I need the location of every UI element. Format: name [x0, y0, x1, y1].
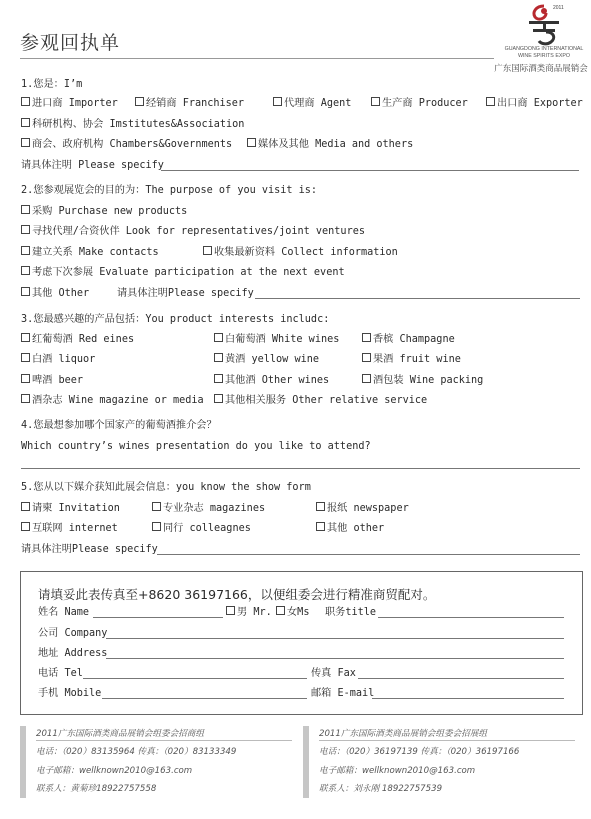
mobile-label: 手机 Mobile	[38, 688, 102, 699]
checkbox[interactable]	[21, 502, 30, 511]
checkbox[interactable]	[21, 333, 30, 342]
q4-subtitle: Which country’s wines presentation do you like to attend?	[21, 441, 371, 452]
q2-option-contacts[interactable]: 建立关系 Make contacts	[21, 246, 159, 259]
tel-field[interactable]	[83, 678, 307, 679]
checkbox[interactable]	[486, 97, 495, 106]
checkbox[interactable]	[276, 606, 285, 615]
checkbox[interactable]	[371, 97, 380, 106]
q5-option-internet[interactable]: 互联网 internet	[21, 522, 118, 535]
q4-answer-field[interactable]	[21, 468, 580, 469]
q1-option-franchiser[interactable]: 经销商 Franchiser	[135, 97, 244, 110]
checkbox[interactable]	[135, 97, 144, 106]
title-field[interactable]	[378, 617, 564, 618]
footer-contact: 联系人：黄菊珍18922757558	[36, 784, 157, 794]
footer-bar	[303, 726, 309, 798]
q3-option-fruit-wine[interactable]: 果酒 fruit wine	[362, 353, 461, 366]
q1-option-media[interactable]: 媒体及其他 Media and others	[247, 138, 413, 151]
q2-option-purchase[interactable]: 采购 Purchase new products	[21, 205, 187, 218]
checkbox[interactable]	[21, 287, 30, 296]
q3-option-champagne[interactable]: 香槟 Champagne	[362, 333, 455, 346]
checkbox[interactable]	[214, 374, 223, 383]
name-label: 姓名 Name	[38, 607, 90, 618]
q1-option-importer[interactable]: 进口商 Importer	[21, 97, 118, 110]
checkbox[interactable]	[21, 374, 30, 383]
title-label: 职务title	[325, 607, 377, 618]
checkbox[interactable]	[152, 502, 161, 511]
checkbox[interactable]	[362, 353, 371, 362]
logo-year: 2011	[553, 5, 564, 11]
q1-specify-label: 请具体注明 Please specify	[21, 160, 164, 171]
gender-male-option[interactable]: 男 Mr.	[226, 606, 272, 619]
address-label: 地址 Address	[38, 648, 108, 659]
footer-contact-investment	[20, 726, 292, 798]
q3-option-relative-service[interactable]: 其他相关服务 Other relative service	[214, 394, 427, 407]
name-field[interactable]	[93, 617, 223, 618]
q1-option-chambers[interactable]: 商会、政府机构 Chambers&Governments	[21, 138, 232, 151]
q5-option-invitation[interactable]: 请柬 Invitation	[21, 502, 120, 515]
q5-option-magazines[interactable]: 专业杂志 magazines	[152, 502, 265, 515]
company-field[interactable]	[106, 638, 564, 639]
footer-phone: 电话：（020）36197139 传真：（020）36197166	[319, 747, 520, 757]
footer-contact-exhibition	[303, 726, 575, 798]
email-label: 邮箱 E-mail	[311, 688, 375, 699]
q5-option-newspaper[interactable]: 报纸 newspaper	[316, 502, 409, 515]
q1-title: 1.您是：I’m	[21, 79, 83, 90]
title-rule	[20, 58, 494, 59]
email-field[interactable]	[372, 698, 564, 699]
q3-option-wine-packing[interactable]: 酒包装 Wine packing	[362, 374, 483, 387]
q3-option-white-wines[interactable]: 白葡萄酒 White wines	[214, 333, 339, 346]
footer-divider	[36, 740, 292, 741]
checkbox[interactable]	[316, 502, 325, 511]
logo-chinese-name: 广东国际酒类商品展销会	[494, 63, 588, 73]
fax-label: 传真 Fax	[311, 668, 356, 679]
checkbox[interactable]	[273, 97, 282, 106]
checkbox[interactable]	[21, 205, 30, 214]
q2-option-other[interactable]: 其他 Other	[21, 287, 89, 300]
company-label: 公司 Company	[38, 628, 108, 639]
q4-title: 4.您最想参加哪个国家产的葡萄酒推介会？	[21, 420, 217, 431]
checkbox[interactable]	[21, 118, 30, 127]
q1-specify-field[interactable]	[161, 170, 579, 171]
q2-specify-field[interactable]	[255, 298, 580, 299]
logo-english-name: GUANGDONG INTERNATIONAL WINE SPIRITS EXPO	[504, 46, 584, 59]
q1-option-institutes[interactable]: 科研机构、协会 Imstitutes&Association	[21, 118, 244, 131]
checkbox[interactable]	[214, 394, 223, 403]
q1-option-producer[interactable]: 生产商 Producer	[371, 97, 468, 110]
q3-option-red-wines[interactable]: 红葡萄酒 Red eines	[21, 333, 134, 346]
checkbox[interactable]	[21, 266, 30, 275]
checkbox[interactable]	[226, 606, 235, 615]
q3-title: 3.您最感兴趣的产品包括：You product interests includc:	[21, 314, 330, 325]
footer-bar	[20, 726, 26, 798]
q2-option-representatives[interactable]: 寻找代理/合资伙伴 Look for representatives/joint ventures	[21, 225, 365, 238]
q2-option-evaluate[interactable]: 考虑下次参展 Evaluate participation at the next event	[21, 266, 345, 279]
q2-specify-label: 请具体注明Please specify	[117, 288, 254, 299]
tel-label: 电话 Tel	[38, 668, 83, 679]
q3-option-magazine[interactable]: 酒杂志 Wine magazine or media	[21, 394, 204, 407]
q3-option-yellow-wine[interactable]: 黄酒 yellow wine	[214, 353, 319, 366]
expo-logo	[494, 2, 588, 73]
checkbox[interactable]	[362, 333, 371, 342]
q1-option-agent[interactable]: 代理商 Agent	[273, 97, 351, 110]
address-field[interactable]	[106, 658, 564, 659]
q2-option-information[interactable]: 收集最新资料 Collect information	[203, 246, 398, 259]
footer-divider	[319, 740, 575, 741]
q5-specify-field[interactable]	[157, 554, 580, 555]
q3-option-other-wines[interactable]: 其他酒 Other wines	[214, 374, 329, 387]
q1-option-exporter[interactable]: 出口商 Exporter	[486, 97, 583, 110]
checkbox[interactable]	[21, 522, 30, 531]
footer-org: 2011广东国际酒类商品展销会组委会招展组	[319, 729, 487, 739]
checkbox[interactable]	[152, 522, 161, 531]
q5-title: 5.您从以下媒介获知此展会信息：you know the show form	[21, 482, 311, 493]
q3-option-beer[interactable]: 啤酒 beer	[21, 374, 83, 387]
q5-option-other[interactable]: 其他 other	[316, 522, 384, 535]
fax-field[interactable]	[358, 678, 564, 679]
q2-title: 2.您参观展览会的目的为：The purpose of you visit is:	[21, 185, 318, 196]
footer-org: 2011广东国际酒类商品展销会组委会招商组	[36, 729, 204, 739]
checkbox[interactable]	[21, 353, 30, 362]
footer-phone: 电话：（020）83135964 传真：（020）83133349	[36, 747, 237, 757]
checkbox[interactable]	[21, 394, 30, 403]
footer-email: 电子邮箱：wellknown2010@163.com	[36, 766, 193, 776]
q5-specify-label: 请具体注明Please specify	[21, 544, 158, 555]
footer-email: 电子邮箱：wellknown2010@163.com	[319, 766, 476, 776]
q5-option-colleagues[interactable]: 同行 colleagnes	[152, 522, 251, 535]
checkbox[interactable]	[203, 246, 212, 255]
checkbox[interactable]	[21, 138, 30, 147]
q3-option-liquor[interactable]: 白酒 liquor	[21, 353, 95, 366]
checkbox[interactable]	[21, 246, 30, 255]
gender-female-option[interactable]: 女Ms	[276, 606, 309, 619]
fax-instruction: 请填妥此表传真至+8620 36197166，以便组委会进行精准商贸配对。	[38, 587, 436, 602]
checkbox[interactable]	[21, 97, 30, 106]
checkbox[interactable]	[21, 225, 30, 234]
checkbox[interactable]	[214, 353, 223, 362]
checkbox[interactable]	[247, 138, 256, 147]
footer-contact: 联系人：刘永刚 18922757539	[319, 784, 443, 794]
mobile-field[interactable]	[102, 698, 307, 699]
checkbox[interactable]	[362, 374, 371, 383]
page-title: 参观回执单	[20, 32, 121, 54]
checkbox[interactable]	[214, 333, 223, 342]
checkbox[interactable]	[316, 522, 325, 531]
